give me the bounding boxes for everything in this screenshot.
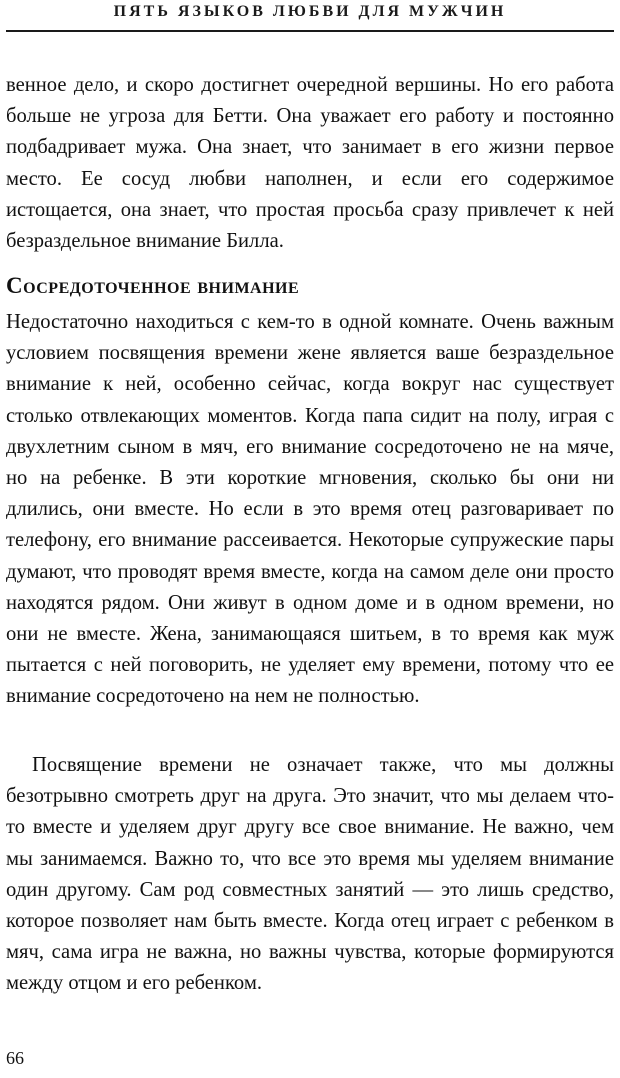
paragraph-continued: венное дело, и скоро достигнет очередной вершины. Но его работа больше не угроза для Бетти. Она уважает его работу и постоянно подбадривает мужа. Она знает, что занимает в его жизни первое место. Ее сосуд любви наполнен, и если его содержимое истощается, она знает, что простая просьба сразу привлечет к ней безраздельное внимание Билла.	[6, 74, 614, 253]
page-number: 66	[6, 1048, 24, 1068]
running-head: ПЯТЬ ЯЗЫКОВ ЛЮБВИ ДЛЯ МУЖЧИН	[113, 3, 507, 20]
section-title: Сосредоточенное внимание	[6, 273, 300, 298]
paragraph: Посвящение времени не означает также, что мы должны безотрывно смотреть друг на друга. Это значит, что мы делаем что-то вместе и уделяем друг другу все свое внимание. Не важно, чем мы занимаемся. Важно то, что все это время мы уделяем внимание один другому. Сам род совместных занятий — это лишь средство, которое позволяет нам быть вместе. Когда отец играет с ребенком в мяч, сама игра не важна, но важны чувства, которые формируются между отцом и его ребенком.	[6, 754, 614, 995]
paragraph: Недостаточно находиться с кем-то в одной комнате. Очень важным условием посвящения времени жене является ваше безраздельное внимание к ней, особенно сейчас, когда вокруг нас существует столько отвлекающих моментов. Когда папа сидит на полу, играя с двухлетним сыном в мяч, его внимание сосредоточено не на мяче, но на ребенке. В эти короткие мгновения, сколько бы они ни длились, они вместе. Но если в это время отец разговаривает по телефону, его внимание рассеивается. Некоторые супружеские пары думают, что проводят время вместе, когда на самом деле они просто находятся рядом. Они живут в одном доме и в одном времени, но они не вместе. Жена, занимающаяся шитьем, в то время как муж пытается с ней поговорить, не уделяет ему времени, потому что ее внимание сосредоточено на нем не полностью.	[6, 311, 614, 708]
header-rule	[6, 30, 614, 32]
